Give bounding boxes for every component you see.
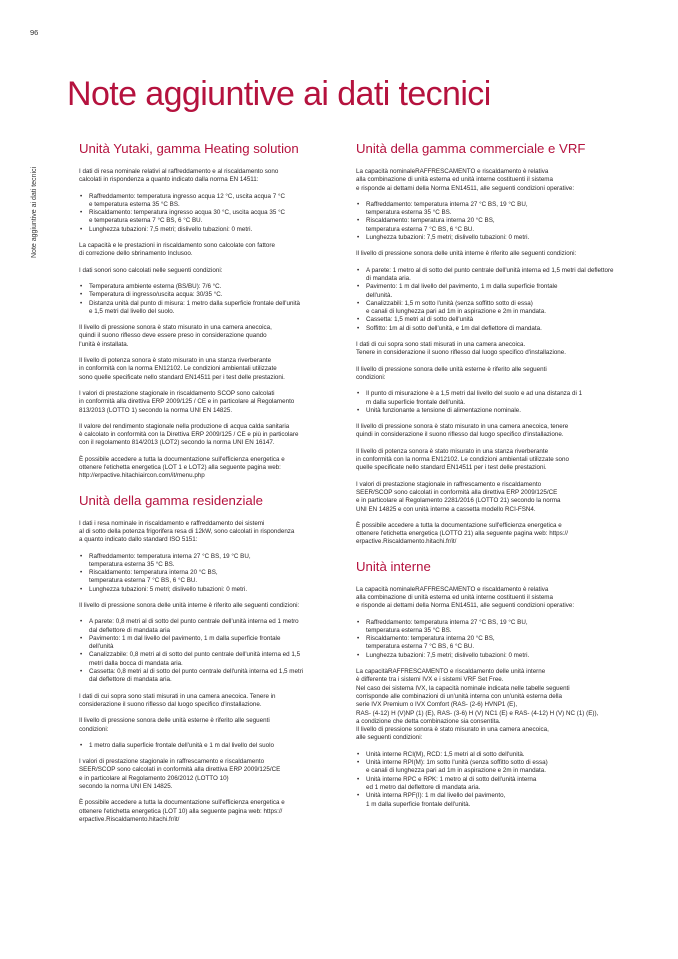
paragraph: I valori di prestazione stagionale in raffrescamento e riscaldamento SEER/SCOP sono calcolati in conformità alla direttiva ERP 2009/125/CE e in particolare al Regolamento 2281/2016 (LOTTO 21) secondo la norma UNI EN 14825 e con unità interne a cassetta modello RCI-FSN4. bbox=[356, 480, 561, 513]
paragraph: I dati di cui sopra sono stati misurati in una camera anecoica. Tenere in considerazione il suono riflesso dal luogo specifico d'installazione. bbox=[356, 341, 566, 357]
list-item: • Unità interne RCI(M), RCD: 1,5 metri al di sotto dell'unità. bbox=[366, 751, 626, 759]
paragraph: Il livello di potenza sonora è stato misurato in una stanza riverberante in conformità con la norma EN12102. Le condizioni ambientali utilizzate sono quelle specificate nello standard EN14511 per i test delle prestazioni. bbox=[79, 357, 285, 381]
paragraph: Il livello di pressione sonora è stato misurato in una camera anecoica, tenere quindi in considerazione il suono riflesso dal luogo specifico d'installazione. bbox=[356, 423, 569, 439]
section-heading: Unità della gamma commerciale e VRF bbox=[356, 141, 586, 156]
bullet-list bbox=[79, 283, 341, 316]
list-item: • Lunghezza tubazioni: 7,5 metri; dislivello tubazioni: 0 metri. bbox=[89, 226, 341, 234]
paragraph: I dati i resa nominale in riscaldamento e raffreddamento dei sistemi al di sotto della potenza frigorifera resa di 12kW, sono calcolati in rispondenza a quanto indicato dallo standard ISO 5151: bbox=[79, 519, 295, 544]
paragraph: I dati di cui sopra sono stati misurati in una camera anecoica. Tenere in considerazione il suono riflesso dal luogo specifico d'installazione. bbox=[79, 692, 276, 708]
list-item: • Pavimento: 1 m dal livello del pavimento, 1 m dalla superficie frontale dell'unità bbox=[89, 635, 341, 652]
section-heading: Unità della gamma residenziale bbox=[79, 492, 263, 508]
paragraph: La capacità e le prestazioni in riscaldamento sono calcolate con fattore di correzione dello sbrinamento Inclusoo. bbox=[79, 242, 275, 258]
list-item: • Riscaldamento: temperatura interna 20 °C BS, temperatura esterna 7 °C BS, 6 °C BU. bbox=[89, 569, 341, 586]
section-yutaki bbox=[79, 141, 341, 481]
section-heading: Unità Yutaki, gamma Heating solution bbox=[79, 141, 299, 156]
paragraph: I dati sonori sono calcolati nelle seguenti condizioni: bbox=[79, 266, 223, 274]
page-number: 96 bbox=[30, 28, 39, 37]
section-residenziale bbox=[79, 493, 341, 825]
paragraph: Il valore del rendimento stagionale nella produzione di acqua calda sanitaria è calcolato in conformità con la Direttiva ERP 2009/125 / CE e più in particolare con il regolamento 814/2013 (LOT2) secondo la norma UNI EN 16147. bbox=[79, 422, 299, 447]
right-column bbox=[356, 141, 626, 817]
list-item: • Lunghezza tubazioni: 5 metri; dislivello tubazioni: 0 metri. bbox=[89, 586, 341, 594]
list-item: • Soffitto: 1m al di sotto dell'unità, e 1m dal deflettore di mandata. bbox=[366, 325, 626, 333]
paragraph: Il livello di pressione sonora è stato misurato in una camera anecoica, quindi il suono riflesso deve essere preso in considerazione quando l'unità è installata. bbox=[79, 324, 272, 348]
list-item: • Riscaldamento: temperatura ingresso acqua 30 °C, uscita acqua 35 °C e temperatura esterna 7 °C BS, 6 °C BU. bbox=[89, 209, 341, 226]
left-column bbox=[79, 141, 341, 832]
paragraph-link: È possibile accedere a tutta la documentazione sull'efficienza energetica e ottenere l'etichetta energetica (LOTTO 21) alla seguente pagina web: https:// erpactive.Riscaldamento.hitachi.fr/it/ bbox=[356, 521, 568, 546]
paragraph: Il livello di potenza sonora è stato misurato in una stanza riverberante in conformità con la norma EN12102. Le condizioni ambientali utilizzate sono quelle specificate nello standard EN14511 per i test delle prestazioni. bbox=[356, 447, 569, 472]
list-item: • Cassetta: 0,8 metri al di sotto del punto centrale dell'unità interna ed 1,5 metri dal deflettore di mandata aria. bbox=[89, 668, 341, 685]
paragraph: Il livello di pressione sonora delle unità interne è riferito alle seguenti condizioni: bbox=[79, 601, 300, 609]
list-item: • Distanza unità dal punto di misura: 1 metro dalla superficie frontale dell'unità e 1,5 metri dal livello del suolo. bbox=[89, 300, 341, 317]
section-commerciale bbox=[356, 141, 626, 547]
list-item: • Riscaldamento: temperatura interna 20 °C BS, temperatura esterna 7 °C BS, 6 °C BU. bbox=[366, 635, 626, 652]
list-item: • A parete: 1 metro al di sotto del punto centrale dell'unità interna ed 1,5 metri dal deflettore di mandata aria. bbox=[366, 267, 626, 284]
paragraph: La capacità nominaleRAFFRESCAMENTO e riscaldamento è relativa alla combinazione di unità esterna ed unità interne costituenti il sistema e risponde ai dettami della Norma EN14511, alle seguenti condizioni operative: bbox=[356, 168, 575, 192]
paragraph: Il livello di pressione sonora delle unità interne è riferito alle seguenti condizioni: bbox=[356, 250, 577, 258]
paragraph: La capacitàRAFFRESCAMENTO e riscaldamento delle unità interne è differente tra i sistemi IVX e i sistemi VRF Set Free. Nel caso dei sistema IVX, la capacità nominale indicata nelle tabelle seguenti corrisponde alle combinazioni di un'unità interna con un'unità esterna della serie IVX Premium o IVX Comfort (RAS- (2-6) HVNP1 (E), RAS- (4-12) H (V)NP (1) (E), RAS- (3-6) H (V) NC1 (E) e RAS- (4-12) H (V) NC (1) (E)), a condizione che detta combinazione sia consentita. Il livello di pressione sonora è stato misurato in una camera anecoica, alle seguenti condizioni: bbox=[356, 668, 599, 742]
list-item: • Unità funzionante a tensione di alimentazione nominale. bbox=[366, 407, 626, 415]
list-item: • Il punto di misurazione è a 1,5 metri dal livello del suolo e ad una distanza di 1 m dalla superficie frontale dell'unità. bbox=[366, 390, 626, 407]
list-item: • Raffreddamento: temperatura ingresso acqua 12 °C, uscita acqua 7 °C e temperatura esterna 35 °C BS. bbox=[89, 193, 341, 210]
list-item: • Riscaldamento: temperatura interna 20 °C BS, temperatura esterna 7 °C BS, 6 °C BU. bbox=[366, 217, 626, 234]
list-item: • Canalizzabile: 0,8 metri al di sotto del punto centrale dell'unità interna ed 1,5 metri dalla bocca di mandata aria. bbox=[89, 651, 341, 668]
list-item: • A parete: 0,8 metri al di sotto del punto centrale dell'unità interna ed 1 metro dal deflettore di mandata aria bbox=[89, 618, 341, 635]
bullet-list bbox=[79, 618, 341, 684]
bullet-list bbox=[79, 742, 341, 750]
section-heading: Unità interne bbox=[356, 558, 431, 574]
list-item: • Temperatura di ingresso/uscita acqua: 30/35 °C. bbox=[89, 291, 341, 299]
bullet-list bbox=[356, 267, 626, 333]
list-item: • Raffreddamento: temperatura interna 27 °C BS, 19 °C BU, temperatura esterna 35 °C BS. bbox=[366, 619, 626, 636]
paragraph-link: È possibile accedere a tutta la documentazione sull'efficienza energetica e ottenere l'etichetta energetica (LOT 10) alla seguente pagina web: https:// erpactive.Riscaldamento.hitachi.fr/it/ bbox=[79, 799, 285, 823]
list-item: • Unità interne RPI(M): 1m sotto l'unità (senza soffitto sotto di essa) e canali di lunghezza pari ad 1m in aspirazione e 2m in mandata. bbox=[366, 759, 626, 776]
paragraph: I dati di resa nominale relativi al raffreddamento e al riscaldamento sono calcolati in rispondenza a quanto indicato dalla norma EN 14511: bbox=[79, 168, 279, 184]
bullet-list bbox=[356, 619, 626, 660]
bullet-list bbox=[79, 553, 341, 594]
paragraph: Il livello di pressione sonora delle unità esterne è riferito alle seguenti condizioni: bbox=[79, 717, 270, 733]
bullet-list bbox=[356, 751, 626, 809]
paragraph: I valori di prestazione stagionale in raffrescamento e riscaldamento SEER/SCOP sono calcolati in conformità alla direttiva ERP 2009/125/CE e in particolare al Regolamento 206/2012 (LOTTO 10) secondo la norma UNI EN 14825. bbox=[79, 758, 281, 791]
list-item: • 1 metro dalla superficie frontale dell'unità e 1 m dal livello del suolo bbox=[89, 742, 341, 750]
list-item: • Pavimento: 1 m dal livello del pavimento, 1 m dalla superficie frontale dell'unità. bbox=[366, 283, 626, 300]
list-item: • Canalizzabili: 1,5 m sotto l'unità (senza soffitto sotto di essa) e canali di lunghezza pari ad 1m in aspirazione e 2m in mandata. bbox=[366, 300, 626, 317]
list-item: • Lunghezza tubazioni: 7,5 metri; dislivello tubazioni: 0 metri. bbox=[366, 234, 626, 242]
paragraph: I valori di prestazione stagionale in riscaldamento SCOP sono calcolati in conformità alla direttiva ERP 2009/125 / CE e in particolare al Regolamento 813/2013 (LOTTO 1) secondo la norma UNI EN 14825. bbox=[79, 389, 295, 414]
paragraph-link: È possibile accedere a tutta la documentazione sull'efficienza energetica e ottenere l'etichetta energetica (LOT 1 e LOT2) alla seguente pagina web: http://erpactive.hitachiaircon.com/it/menu.php bbox=[79, 455, 285, 480]
list-item: • Raffreddamento: temperatura interna 27 °C BS, 19 °C BU, temperatura esterna 35 °C BS. bbox=[89, 553, 341, 570]
bullet-list bbox=[356, 201, 626, 242]
paragraph: La capacità nominaleRAFFRESCAMENTO e riscaldamento è relativa alla combinazione di unità esterna ed unità interne costituenti il sistema e risponde ai dettami della Norma EN14511, alle seguenti condizioni operative: bbox=[356, 585, 575, 610]
list-item: • Temperatura ambiente esterna (BS/BU): 7/6 °C. bbox=[89, 283, 341, 291]
bullet-list bbox=[356, 390, 626, 415]
bullet-list bbox=[79, 193, 341, 234]
page-title: Note aggiuntive ai dati tecnici bbox=[67, 74, 491, 113]
list-item: • Lunghezza tubazioni: 7,5 metri; dislivello tubazioni: 0 metri. bbox=[366, 652, 626, 660]
list-item: • Unità interne RPC e RPK: 1 metro al di sotto dell'unità interna ed 1 metro dal deflettore di mandata aria. bbox=[366, 776, 626, 793]
paragraph: Il livello di pressione sonora delle unità esterne è riferito alle seguenti condizioni: bbox=[356, 365, 547, 381]
list-item: • Unità interna RPF(I): 1 m dal livello del pavimento, 1 m dalla superficie frontale dell'unità. bbox=[366, 792, 626, 809]
list-item: • Cassetta: 1,5 metri al di sotto dell'unità bbox=[366, 316, 626, 324]
section-interne bbox=[356, 559, 626, 809]
list-item: • Raffreddamento: temperatura interna 27 °C BS, 19 °C BU, temperatura esterna 35 °C BS. bbox=[366, 201, 626, 218]
